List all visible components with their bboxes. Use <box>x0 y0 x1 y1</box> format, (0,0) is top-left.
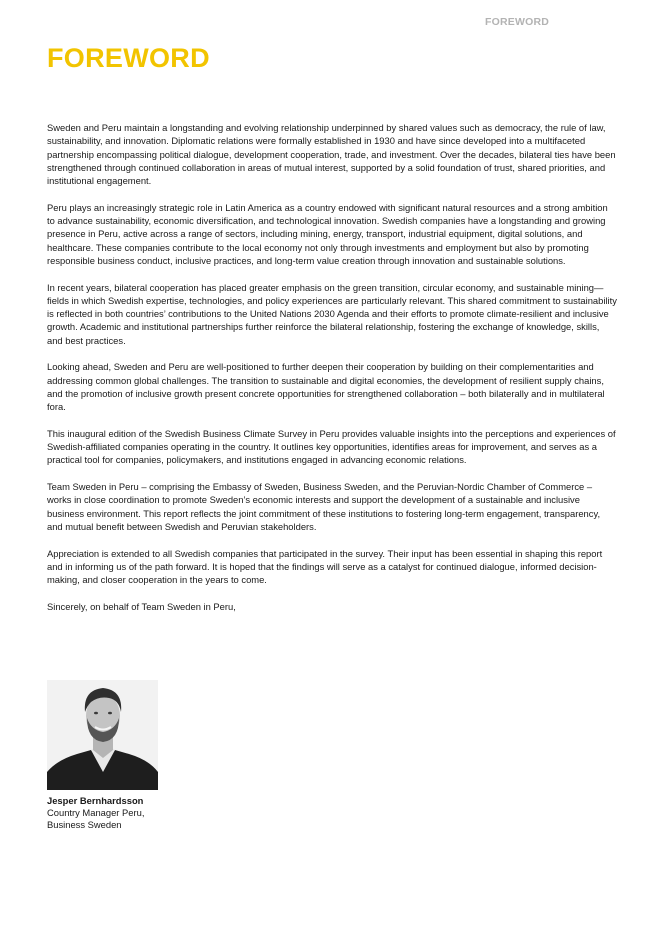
paragraph-looking-ahead: Looking ahead, Sweden and Peru are well-positioned to further deepen their cooperation by building on their complementarities and addressing common global challenges. The transition to sustainable and digital economies, the development of resilient supply chains, and the promotion of inclusive growth present concrete opportunities for strengthened collaboration – both bilaterally and in multilateral fora. <box>47 361 605 413</box>
paragraph-closing: Sincerely, on behalf of Team Sweden in Peru, <box>47 600 236 612</box>
signatory-name: Jesper Bernhardsson <box>47 795 144 806</box>
signatory-portrait <box>47 680 158 790</box>
paragraph-appreciation: Appreciation is extended to all Swedish companies that participated in the survey. Their input has been essential in shaping this report and in informing us of the path forward. It is hoped that the findings will serve as a catalyst for continued dialogue, informed decision-making, and closer cooperation in the years to come. <box>47 547 603 586</box>
paragraph-survey: This inaugural edition of the Swedish Business Climate Survey in Peru provides valuable insights into the perceptions and experiences of Swedish-affiliated companies operating in the country. It outlines key opportunities, identifies areas for improvement, and serves as a practical tool for companies, policymakers, and institutions engaged in advancing economic relations. <box>47 427 616 466</box>
paragraph-green-transition: In recent years, bilateral cooperation has placed greater emphasis on the green transition, circular economy, and sustainable mining—fields in which Swedish expertise, technologies, and policy experiences are particularly relevant. This shared commitment to sustainability is reflected in both countries’ contributions to the United Nations 2030 Agenda and their efforts to promote climate-resilient and inclusive growth. Academic and institutional partnerships further reinforce the bilateral relationship, fostering the exchange of knowledge, skills, and best practices. <box>47 281 617 346</box>
signatory-organization: Business Sweden <box>47 819 122 830</box>
paragraph-relations: Sweden and Peru maintain a longstanding and evolving relationship underpinned by shared values such as democracy, the rule of law, sustainability, and innovation. Diplomatic relations were formally established in 1930 and have since developed into a multifaceted partnership encompassing political dialogue, development cooperation, trade, and investment. Over the decades, bilateral ties have been strengthened through continued collaboration in areas of mutual interest, supported by a solid foundation of trust, shared priorities, and institutional engagement. <box>47 122 616 187</box>
signature-block <box>47 795 144 831</box>
running-header: FOREWORD <box>485 16 550 28</box>
signatory-title: Country Manager Peru, <box>47 807 145 818</box>
paragraph-peru-role: Peru plays an increasingly strategic role in Latin America as a country endowed with significant natural resources and a strong ambition to advance sustainability, economic diversification, and technological innovation. Swedish companies have a longstanding and growing presence in Peru, active across a range of sectors, including mining, energy, transport, industrial equipment, digital solutions, and healthcare. These companies contribute to the local economy not only through investments and employment but also by promoting responsible business conduct, inclusive practices, and long-term value creation through innovation and sustainable solutions. <box>47 201 608 266</box>
foreword-body <box>47 121 617 626</box>
page-title: FOREWORD <box>47 43 210 73</box>
paragraph-team-sweden: Team Sweden in Peru – comprising the Embassy of Sweden, Business Sweden, and the Peruvian-Nordic Chamber of Commerce – works in close coordination to promote Sweden’s economic interests and support the development of a sustainable and inclusive business environment. This report reflects the joint commitment of these institutions to fostering long-term engagement, transparency, and mutual benefit between Swedish and Peruvian stakeholders. <box>47 481 601 532</box>
